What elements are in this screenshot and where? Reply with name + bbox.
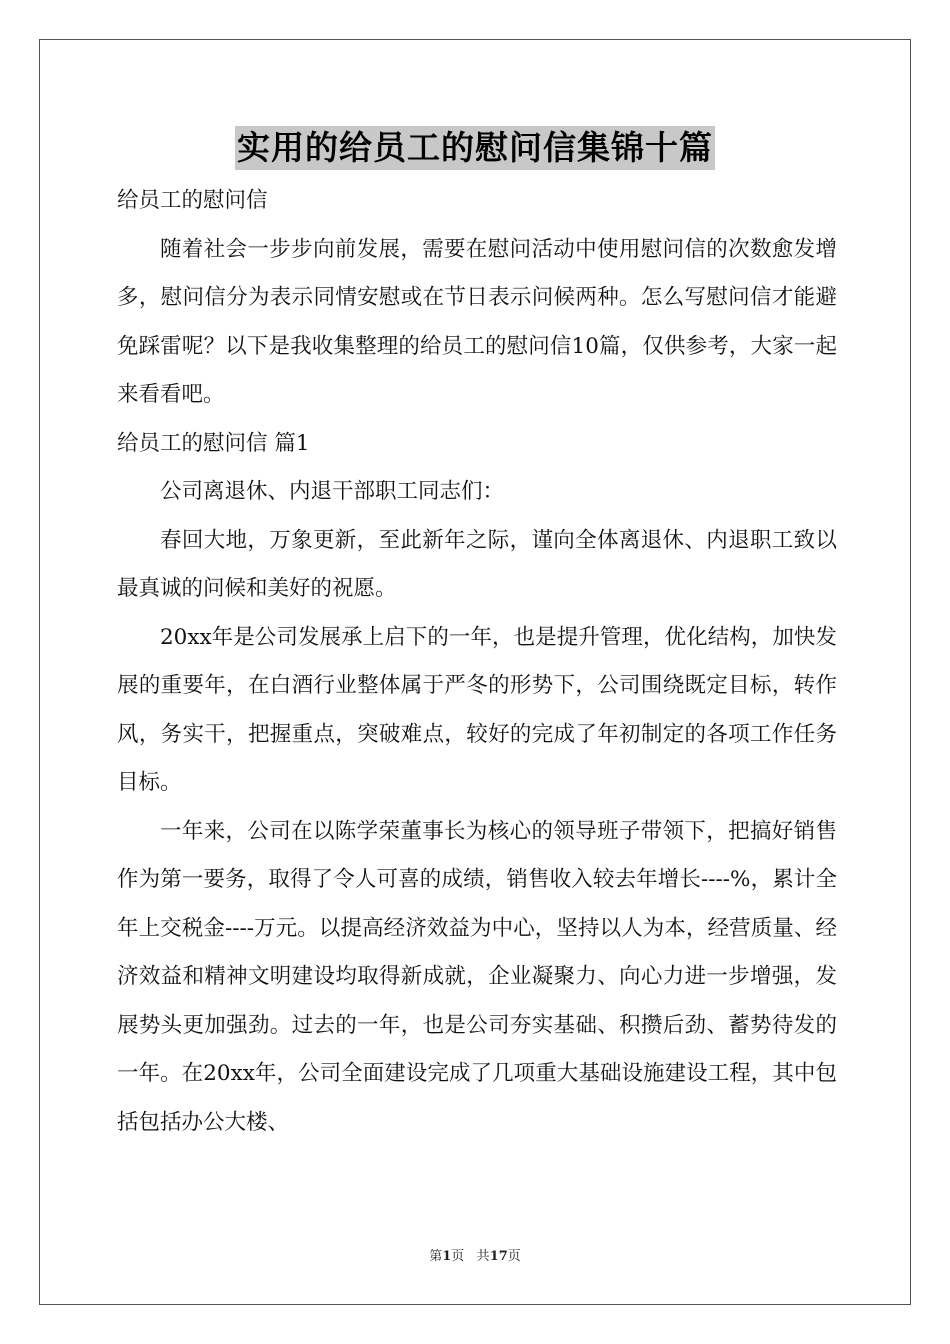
current-page-number: 1 [442, 1249, 452, 1264]
document-body [117, 177, 837, 1147]
letter-paragraph: 20xx年是公司发展承上启下的一年，也是提升管理，优化结构，加快发展的重要年，在白酒行业整体属于严冬的形势下，公司围绕既定目标，转作风，务实干，把握重点，突破难点，较好的完成了年初制定的各项工作任务目标。 [117, 624, 837, 795]
footer-total-prefix: 共 [476, 1249, 490, 1264]
title-container [0, 126, 950, 170]
page-footer [0, 1245, 950, 1264]
footer-prefix: 第 [429, 1249, 443, 1264]
total-page-number: 17 [489, 1249, 508, 1264]
footer-total-suffix: 页 [507, 1249, 521, 1264]
section-heading: 给员工的慰问信 [117, 188, 268, 213]
section-heading-letter-1: 给员工的慰问信 篇1 [117, 430, 310, 456]
document-title: 实用的给员工的慰问信集锦十篇 [235, 126, 715, 170]
footer-page-suffix: 页 [451, 1249, 465, 1264]
letter-salutation: 公司离退休、内退干部职工同志们： [160, 479, 505, 504]
intro-paragraph: 随着社会一步步向前发展，需要在慰问活动中使用慰问信的次数愈发增多，慰问信分为表示同情安慰或在节日表示问候两种。怎么写慰问信才能避免踩雷呢？以下是我收集整理的给员工的慰问信10篇，仅供参考，大家一起来看看吧。 [117, 236, 837, 407]
letter-paragraph: 春回大地，万象更新，至此新年之际，谨向全体离退休、内退职工致以最真诚的问候和美好的祝愿。 [117, 527, 837, 601]
letter-paragraph: 一年来，公司在以陈学荣董事长为核心的领导班子带领下，把搞好销售作为第一要务，取得了令人可喜的成绩，销售收入较去年增长----%，累计全年上交税金----万元。以提高经济效益为中心，坚持以人为本，经营质量、经济效益和精神文明建设均取得新成就，企业凝聚力、向心力进一步增强，发展势头更加强劲。过去的一年，也是公司夯实基础、积攒后劲、蓄势待发的一年。在20xx年，公司全面建设完成了几项重大基础设施建设工程，其中包括包括办公大楼、 [117, 818, 837, 1135]
